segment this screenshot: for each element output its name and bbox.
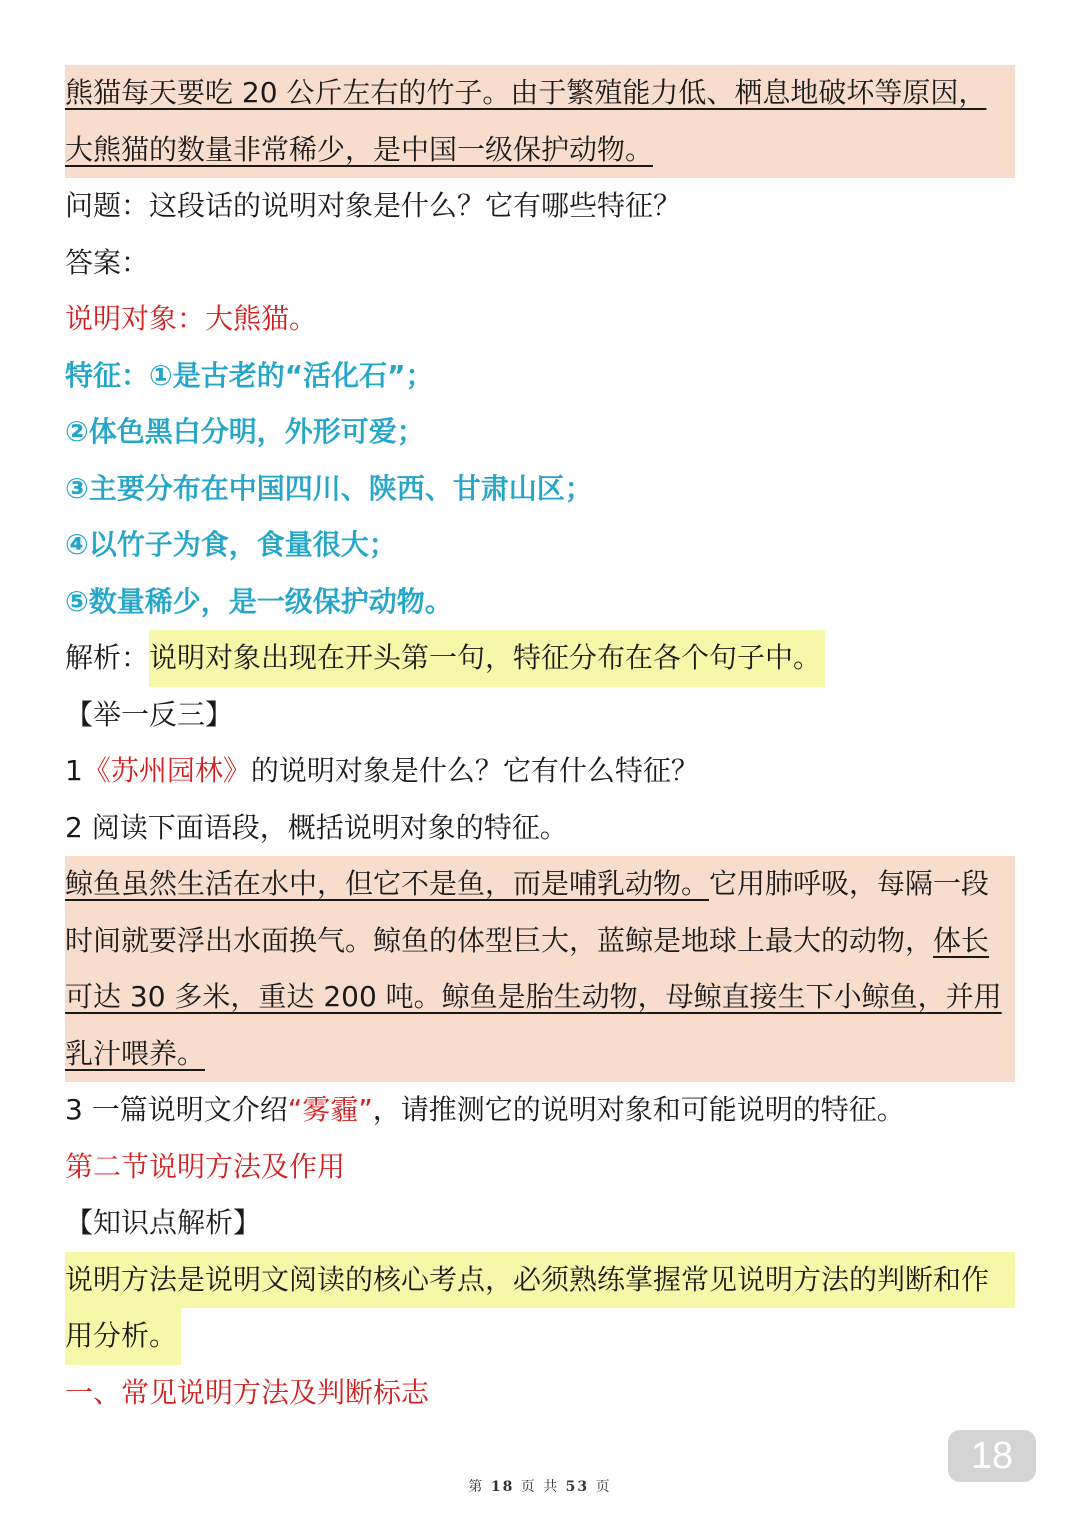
practice-q1: [65, 743, 1015, 800]
passage2-text-3: 可达 30 多米，重达 200 吨。鲸鱼是胎生动物，母鲸直接生下小鲸鱼，并用: [65, 980, 1002, 1013]
passage2-line1: [65, 856, 1015, 913]
knowledge-heading: 【知识点解析】: [65, 1206, 262, 1239]
passage2-line2: [65, 913, 1015, 970]
answer-label: 答案：: [65, 245, 150, 279]
answer-object: 说明对象：大熊猫。: [65, 302, 318, 335]
q3-prefix: 3 一篇说明文介绍: [65, 1093, 288, 1126]
passage1-line1: [65, 65, 1015, 122]
knowledge-line2-wrap: [65, 1308, 1015, 1365]
knowledge-line1: 说明方法是说明文阅读的核心考点，必须熟练掌握常见说明方法的判断和作: [65, 1252, 1015, 1309]
subsection-title: 一、常见说明方法及判断标志: [65, 1375, 430, 1409]
q1-number: 1: [65, 754, 83, 787]
analysis-label: 解析：: [65, 641, 150, 674]
passage2-text-1a: 鲸鱼虽然生活在水中，但它不是鱼，而是哺乳动物。: [65, 867, 710, 900]
page-number-badge: 18: [948, 1430, 1036, 1482]
footer-prefix: 第: [468, 1479, 485, 1495]
analysis-text: 说明对象出现在开头第一句，特征分布在各个句子中。: [149, 630, 825, 687]
passage2-text-2b: 体长: [933, 923, 990, 957]
analysis: [65, 630, 1015, 687]
feature-2: ②体色黑白分明，外形可爱；: [65, 415, 425, 448]
q3-term: “雾霾”: [287, 1093, 373, 1126]
feature-5: ⑤数量稀少，是一级保护动物。: [65, 584, 453, 618]
feature-1: 特征：①是古老的“活化石”；: [65, 358, 434, 392]
q1-rest: 的说明对象是什么？它有什么特征？: [250, 754, 699, 787]
footer-suffix: 页: [595, 1479, 612, 1495]
knowledge-line2: 用分析。: [65, 1308, 181, 1365]
footer-total-pages: 53: [565, 1479, 590, 1495]
passage2-line3: [65, 969, 1015, 1026]
footer-current-page: 18: [490, 1479, 515, 1495]
practice-q2: 2 阅读下面语段，概括说明对象的特征。: [65, 810, 568, 844]
passage1-text-1: 熊猫每天要吃 20 公斤左右的竹子。由于繁殖能力低、栖息地破坏等原因，: [65, 76, 987, 109]
passage2-line4: [65, 1026, 1015, 1083]
practice-heading: 【举一反三】: [65, 697, 234, 731]
passage1-text-2: 大熊猫的数量非常稀少，是中国一级保护动物。: [65, 132, 654, 166]
practice-q3: [65, 1082, 1015, 1139]
q3-rest: ，请推测它的说明对象和可能说明的特征。: [372, 1093, 905, 1126]
passage2-text-4: 乳汁喂养。: [65, 1036, 206, 1070]
q1-title: 《苏州园林》: [82, 754, 251, 787]
footer-middle: 页 共: [520, 1479, 560, 1495]
feature-3: ③主要分布在中国四川、陕西、甘肃山区；: [65, 471, 593, 505]
page-footer: [0, 1476, 1080, 1496]
passage1-line2: [65, 122, 1015, 179]
question: 问题：这段话的说明对象是什么？它有哪些特征？: [65, 189, 682, 222]
passage2-text-2a: 时间就要浮出水面换气。鲸鱼的体型巨大，蓝鲸是地球上最大的动物，: [65, 923, 934, 957]
feature-4: ④以竹子为食，食量很大；: [65, 528, 397, 561]
section-title: 第二节说明方法及作用: [65, 1149, 346, 1183]
passage2-text-1b: 它用肺呼吸，每隔一段: [709, 867, 990, 900]
page-content: [65, 65, 1015, 1421]
